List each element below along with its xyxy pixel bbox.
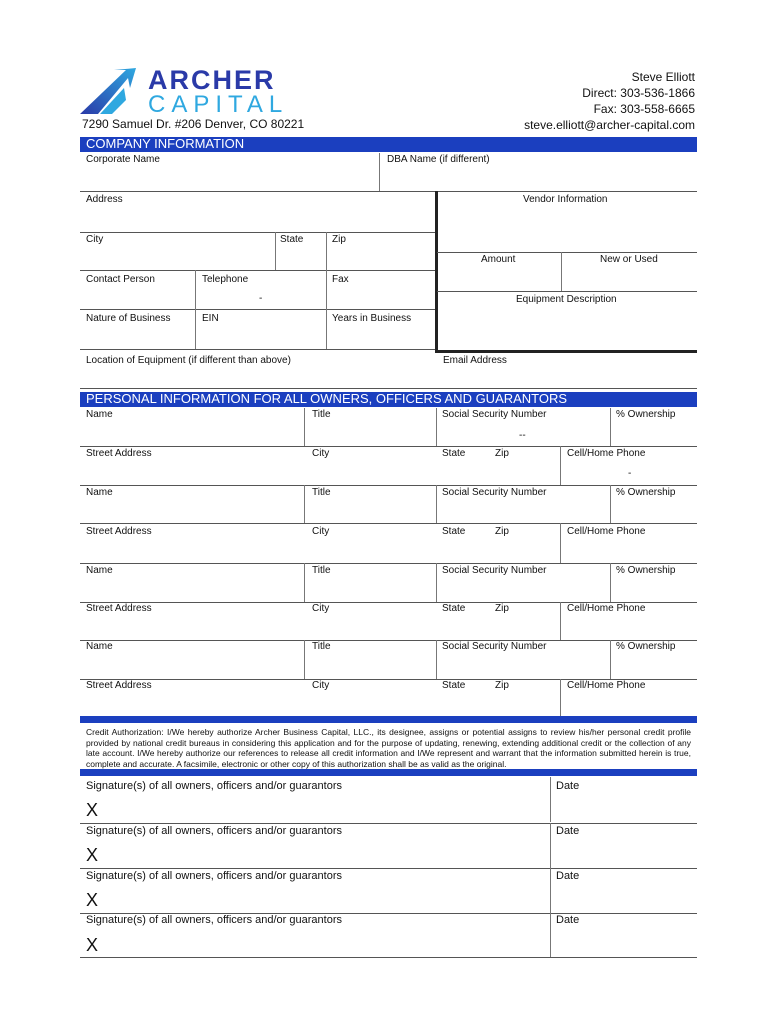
equipment-description-field[interactable]: [443, 310, 691, 346]
owner-city-label: City: [312, 526, 330, 537]
contact-person-label: Contact Person: [86, 274, 155, 285]
owner-title-label: Title: [312, 409, 331, 420]
owner-state-label: State: [442, 448, 466, 459]
owner-phone-label: Cell/Home Phone: [567, 680, 646, 691]
contact-person-field[interactable]: [86, 290, 190, 306]
telephone-field[interactable]: [202, 290, 320, 306]
owner-ownership-label: % Ownership: [616, 487, 676, 498]
owner-ssn-dashes: --: [519, 430, 526, 441]
owner-ownership-label: % Ownership: [616, 565, 676, 576]
company-address: 7290 Samuel Dr. #206 Denver, CO 80221: [82, 117, 305, 131]
owner-street-address-label: Street Address: [86, 448, 152, 459]
date-label: Date: [556, 914, 580, 926]
owner-phone-dash: -: [628, 468, 632, 479]
owner-ownership-field[interactable]: [616, 581, 692, 597]
equipment-description-label: Equipment Description: [516, 294, 617, 305]
zip-label: Zip: [332, 234, 346, 245]
signature-field[interactable]: [108, 935, 544, 955]
date-field[interactable]: [556, 845, 692, 863]
owner-ownership-field[interactable]: [616, 503, 692, 519]
signature-label: Signature(s) of all owners, officers and/or guarantors: [86, 825, 342, 837]
owner-ssn-label: Social Security Number: [442, 641, 547, 652]
owner-name-label: Name: [86, 641, 113, 652]
years-in-business-label: Years in Business: [332, 313, 412, 324]
date-label: Date: [556, 780, 580, 792]
owner-ownership-label: % Ownership: [616, 641, 676, 652]
date-field[interactable]: [556, 800, 692, 818]
owner-city-label: City: [312, 448, 330, 459]
location-of-equipment-field[interactable]: [86, 370, 426, 386]
owner-ssn-label: Social Security Number: [442, 565, 547, 576]
owner-phone-label: Cell/Home Phone: [567, 603, 646, 614]
nature-of-business-field[interactable]: [86, 329, 190, 345]
credit-authorization-bottom-bar: [80, 769, 697, 776]
owner-ssn-field[interactable]: [442, 425, 604, 441]
signature-label: Signature(s) of all owners, officers and/or guarantors: [86, 780, 342, 792]
owner-ssn-field[interactable]: [442, 657, 604, 673]
vendor-information-field[interactable]: [443, 210, 691, 246]
signature-label: Signature(s) of all owners, officers and/or guarantors: [86, 870, 342, 882]
owner-phone-field[interactable]: [567, 464, 691, 480]
owner-street-address-field[interactable]: [86, 619, 298, 635]
owner-ownership-field[interactable]: [616, 425, 692, 441]
owner-ownership-field[interactable]: [616, 657, 692, 673]
owner-phone-label: Cell/Home Phone: [567, 448, 646, 459]
vendor-information-label: Vendor Information: [523, 194, 608, 205]
logo-line2: CAPITAL: [148, 91, 289, 118]
owner-ssn-label: Social Security Number: [442, 487, 547, 498]
owner-street-address-label: Street Address: [86, 526, 152, 537]
owner-state-label: State: [442, 603, 466, 614]
owner-zip-label: Zip: [495, 680, 509, 691]
owner-ownership-label: % Ownership: [616, 409, 676, 420]
city-field[interactable]: [86, 250, 270, 266]
contact-email: steve.elliott@archer-capital.com: [524, 118, 695, 132]
owner-city-field[interactable]: [312, 696, 430, 712]
logo-line1: ARCHER: [148, 65, 276, 95]
owner-phone-field[interactable]: [567, 696, 691, 712]
new-or-used-field[interactable]: [567, 270, 691, 286]
owner-zip-field[interactable]: [495, 464, 553, 480]
owner-street-address-field[interactable]: [86, 464, 298, 480]
contact-fax: Fax: 303-558-6665: [593, 102, 695, 116]
owner-phone-field[interactable]: [567, 542, 691, 558]
ein-field[interactable]: [202, 329, 320, 345]
owner-title-field[interactable]: [312, 657, 430, 673]
credit-authorization-text: Credit Authorization: I/We hereby authorize Archer Business Capital, LLC., its designee, assigns or potential assigns to review his/her personal credit profile provided by national credit bureaus in considering this application and for the purpose of updating, renewing, extending additional credit or the collection of any late account. I/We hereby authorize our references to release all credit information and I/We represent and warrant that the information submitted herein is true, complete and accurate. A facsimile, electronic or other copy of this authorization shall be as valid as the original.: [86, 727, 691, 769]
credit-authorization-top-bar: [80, 716, 697, 723]
owner-city-field[interactable]: [312, 464, 430, 480]
zip-field[interactable]: [332, 250, 430, 266]
owner-ssn-field[interactable]: [442, 581, 604, 597]
signature-x-mark: X: [86, 800, 99, 820]
corporate-name-field[interactable]: [86, 169, 372, 187]
owner-name-label: Name: [86, 409, 113, 420]
owner-street-address-label: Street Address: [86, 680, 152, 691]
owner-name-label: Name: [86, 487, 113, 498]
email-address-field[interactable]: [443, 370, 691, 386]
owner-ssn-label: Social Security Number: [442, 409, 547, 420]
signature-x-mark: X: [86, 935, 99, 955]
nature-of-business-label: Nature of Business: [86, 313, 171, 324]
contact-name: Steve Elliott: [631, 70, 695, 84]
owner-title-field[interactable]: [312, 581, 430, 597]
owner-title-label: Title: [312, 641, 331, 652]
amount-field[interactable]: [443, 270, 555, 286]
owner-street-address-field[interactable]: [86, 542, 298, 558]
signature-field[interactable]: [108, 800, 544, 820]
owner-street-address-field[interactable]: [86, 696, 298, 712]
owner-state-field[interactable]: [442, 464, 486, 480]
signature-field[interactable]: [108, 890, 544, 910]
owner-state-field[interactable]: [442, 696, 486, 712]
dba-name-label: DBA Name (if different): [387, 154, 490, 165]
city-label: City: [86, 234, 104, 245]
date-label: Date: [556, 870, 580, 882]
owner-phone-field[interactable]: [567, 619, 691, 635]
owner-name-field[interactable]: [86, 657, 298, 673]
date-field[interactable]: [556, 890, 692, 908]
signature-x-mark: X: [86, 845, 99, 865]
owner-title-label: Title: [312, 565, 331, 576]
owner-name-label: Name: [86, 565, 113, 576]
owner-title-field[interactable]: [312, 425, 430, 441]
owner-title-label: Title: [312, 487, 331, 498]
email-address-label: Email Address: [443, 355, 507, 366]
owner-street-address-label: Street Address: [86, 603, 152, 614]
contact-direct: Direct: 303-536-1866: [582, 86, 695, 100]
state-label: State: [280, 234, 304, 245]
fax-label: Fax: [332, 274, 349, 285]
archer-capital-logo: [80, 66, 305, 118]
date-label: Date: [556, 825, 580, 837]
signature-label: Signature(s) of all owners, officers and/or guarantors: [86, 914, 342, 926]
location-of-equipment-label: Location of Equipment (if different than above): [86, 355, 291, 366]
amount-label: Amount: [481, 254, 516, 265]
dba-name-field[interactable]: [387, 169, 687, 187]
ein-label: EIN: [202, 313, 219, 324]
owner-name-field[interactable]: [86, 581, 298, 597]
years-in-business-field[interactable]: [332, 329, 430, 345]
owner-state-field[interactable]: [442, 542, 486, 558]
owner-state-field[interactable]: [442, 619, 486, 635]
state-field[interactable]: [280, 250, 322, 266]
owner-city-label: City: [312, 680, 330, 691]
owner-title-field[interactable]: [312, 503, 430, 519]
owner-name-field[interactable]: [86, 425, 298, 441]
company-information-header: COMPANY INFORMATION: [80, 137, 697, 152]
date-field[interactable]: [556, 935, 692, 953]
owner-city-label: City: [312, 603, 330, 614]
telephone-dash: -: [259, 293, 263, 304]
personal-information-header: PERSONAL INFORMATION FOR ALL OWNERS, OFFICERS AND GUARANTORS: [80, 392, 697, 407]
fax-field[interactable]: [332, 290, 430, 306]
owner-city-field[interactable]: [312, 619, 430, 635]
owner-name-field[interactable]: [86, 503, 298, 519]
address-field[interactable]: [86, 209, 426, 227]
owner-zip-label: Zip: [495, 448, 509, 459]
owner-zip-label: Zip: [495, 603, 509, 614]
new-or-used-label: New or Used: [600, 254, 658, 265]
owner-zip-field[interactable]: [495, 696, 553, 712]
owner-state-label: State: [442, 680, 466, 691]
owner-zip-field[interactable]: [495, 619, 553, 635]
owner-state-label: State: [442, 526, 466, 537]
owner-phone-label: Cell/Home Phone: [567, 526, 646, 537]
signature-field[interactable]: [108, 845, 544, 865]
owner-zip-label: Zip: [495, 526, 509, 537]
owner-city-field[interactable]: [312, 542, 430, 558]
corporate-name-label: Corporate Name: [86, 154, 160, 165]
telephone-label: Telephone: [202, 274, 249, 285]
owner-zip-field[interactable]: [495, 542, 553, 558]
owner-ssn-field[interactable]: [442, 503, 604, 519]
address-label: Address: [86, 194, 123, 205]
signature-x-mark: X: [86, 890, 99, 910]
